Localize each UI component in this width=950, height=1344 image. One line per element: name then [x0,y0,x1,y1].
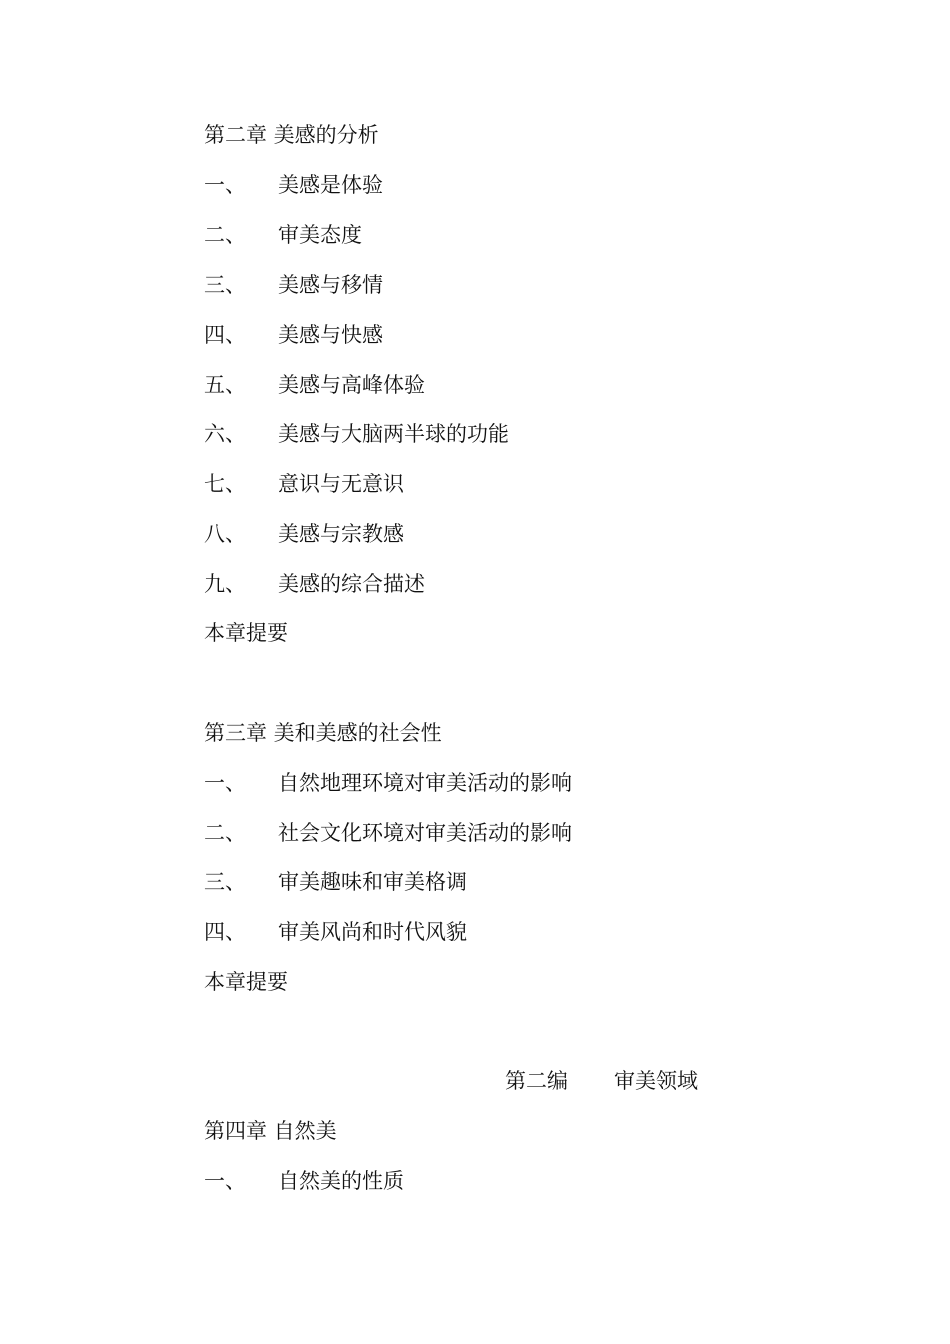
chapter-3-summary: 本章提要 [204,970,288,994]
toc-item-text: 自然美的性质 [278,1169,404,1193]
toc-item [204,1166,404,1196]
toc-item [204,220,362,250]
toc-item [204,469,404,499]
toc-item-text: 美感与宗教感 [278,522,404,546]
toc-item [204,419,509,449]
toc-item-text: 美感是体验 [278,173,383,197]
toc-item-number: 三、 [204,273,246,297]
toc-item-number: 二、 [204,223,246,247]
toc-item [204,370,425,400]
toc-item [204,170,383,200]
toc-item-text: 审美态度 [278,223,362,247]
toc-item [204,569,425,599]
toc-item-number: 三、 [204,870,246,894]
toc-item-number: 七、 [204,472,246,496]
toc-item-text: 审美风尚和时代风貌 [278,920,467,944]
chapter-3-title: 第三章 美和美感的社会性 [204,721,442,745]
toc-item-text: 社会文化环境对审美活动的影响 [278,821,572,845]
toc-item-number: 一、 [204,173,246,197]
toc-item-number: 一、 [204,771,246,795]
toc-item-number: 四、 [204,920,246,944]
toc-item-number: 一、 [204,1169,246,1193]
toc-item-text: 美感的综合描述 [278,572,425,596]
toc-item-number: 二、 [204,821,246,845]
toc-item-number: 九、 [204,572,246,596]
toc-item-text: 美感与快感 [278,323,383,347]
part-2-name: 审美领域 [614,1069,698,1093]
part-2-heading [505,1066,698,1096]
toc-item-number: 六、 [204,422,246,446]
toc-item [204,768,572,798]
toc-item-number: 八、 [204,522,246,546]
toc-item-number: 五、 [204,373,246,397]
chapter-2-summary: 本章提要 [204,621,288,645]
toc-item [204,818,572,848]
toc-item-text: 美感与移情 [278,273,383,297]
toc-item-text: 意识与无意识 [278,472,404,496]
toc-item [204,867,467,897]
chapter-4-title: 第四章 自然美 [204,1119,337,1143]
toc-item-text: 美感与大脑两半球的功能 [278,422,509,446]
chapter-2-title: 第二章 美感的分析 [204,123,379,147]
toc-item-number: 四、 [204,323,246,347]
toc-item-text: 自然地理环境对审美活动的影响 [278,771,572,795]
toc-item-text: 美感与高峰体验 [278,373,425,397]
part-2-label: 第二编 [505,1069,568,1093]
toc-item [204,270,383,300]
toc-item [204,917,467,947]
toc-item-text: 审美趣味和审美格调 [278,870,467,894]
toc-item [204,320,383,350]
toc-item [204,519,404,549]
